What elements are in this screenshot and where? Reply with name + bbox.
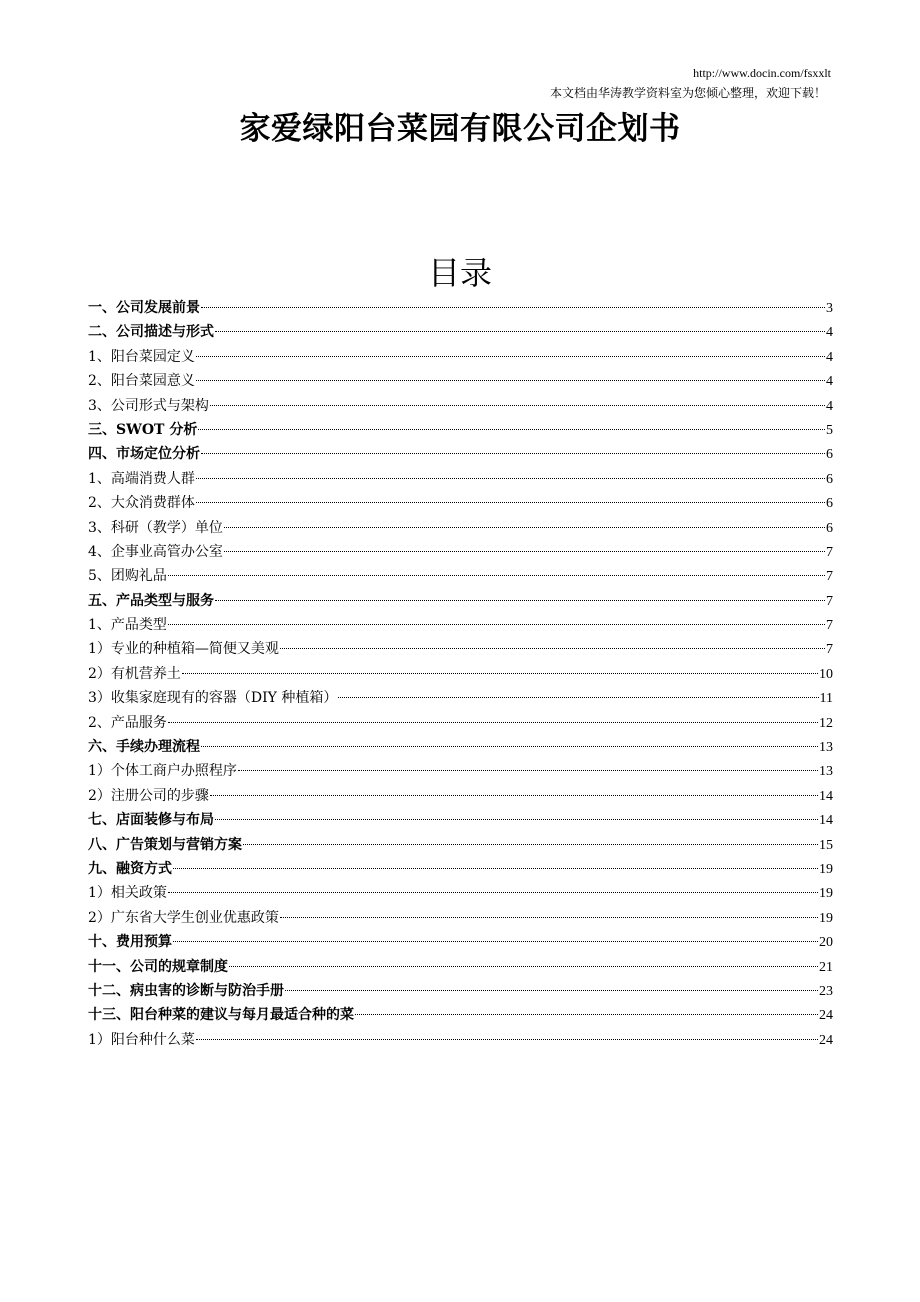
toc-entry-page-number: 6 [826, 520, 833, 536]
toc-entry[interactable] [88, 662, 833, 686]
toc-entry-title: 2）广东省大学生创业优惠政策 [88, 909, 279, 926]
toc-entry[interactable] [88, 564, 833, 588]
toc-entry-page-number: 11 [819, 691, 833, 707]
toc-entry-page-number: 12 [819, 715, 833, 731]
toc-dot-leader [210, 795, 818, 796]
toc-entry-title: 3）收集家庭现有的容器（DIY 种植箱） [88, 690, 338, 707]
toc-entry-title: 2）注册公司的步骤 [88, 787, 209, 804]
toc-dot-leader [238, 770, 818, 771]
toc-entry-page-number: 5 [826, 422, 833, 438]
toc-entry[interactable] [88, 516, 833, 540]
toc-entry-title: 三、SWOT 分析 [88, 421, 198, 438]
toc-entry-title: 十二、病虫害的诊断与防治手册 [88, 982, 284, 999]
toc-entry-page-number: 6 [826, 447, 833, 463]
toc-entry-page-number: 7 [826, 618, 833, 634]
toc-entry[interactable] [88, 613, 833, 637]
toc-entry-page-number: 7 [826, 642, 833, 658]
toc-dot-leader [168, 575, 825, 576]
toc-dot-leader [168, 624, 825, 625]
toc-entry[interactable] [88, 394, 833, 418]
toc-entry-title: 3、科研（教学）单位 [88, 519, 223, 536]
toc-entry[interactable] [88, 345, 833, 369]
toc-entry-title: 3、公司形式与架构 [88, 397, 209, 414]
toc-entry[interactable] [88, 881, 833, 905]
document-title: 家爱绿阳台菜园有限公司企划书 [239, 111, 681, 147]
toc-entry-page-number: 24 [819, 1032, 833, 1048]
toc-entry[interactable] [88, 442, 833, 466]
toc-entry-page-number: 21 [819, 959, 833, 975]
toc-entry-title: 2）有机营养土 [88, 665, 181, 682]
toc-entry-page-number: 7 [826, 593, 833, 609]
toc-dot-leader [196, 1039, 818, 1040]
toc-dot-leader [198, 429, 825, 430]
toc-entry-title: 十一、公司的规章制度 [88, 958, 228, 975]
toc-entry-page-number: 23 [819, 983, 833, 999]
toc-entry-title: 2、阳台菜园意义 [88, 373, 195, 390]
toc-entry-title: 1）相关政策 [88, 885, 167, 902]
toc-dot-leader [224, 527, 825, 528]
toc-dot-leader [201, 746, 818, 747]
toc-entry-page-number: 19 [819, 910, 833, 926]
toc-entry-title: 1）个体工商户办照程序 [88, 763, 237, 780]
toc-entry-title: 二、公司描述与形式 [88, 324, 214, 341]
toc-dot-leader [196, 502, 825, 503]
toc-dot-leader [280, 917, 818, 918]
toc-entry-page-number: 4 [826, 325, 833, 341]
toc-entry-page-number: 15 [819, 837, 833, 853]
toc-dot-leader [210, 405, 825, 406]
toc-dot-leader [224, 551, 825, 552]
toc-entry-title: 五、产品类型与服务 [88, 592, 214, 609]
toc-entry[interactable] [88, 930, 833, 954]
toc-entry-title: 4、企事业高管办公室 [88, 543, 223, 560]
toc-entry[interactable] [88, 784, 833, 808]
toc-entry-page-number: 19 [819, 861, 833, 877]
toc-entry[interactable] [88, 296, 833, 320]
toc-entry-title: 5、团购礼品 [88, 568, 167, 585]
toc-entry[interactable] [88, 759, 833, 783]
toc-dot-leader [173, 868, 818, 869]
toc-dot-leader [196, 478, 825, 479]
toc-dot-leader [168, 892, 818, 893]
toc-entry-page-number: 24 [819, 1008, 833, 1024]
toc-entry[interactable] [88, 857, 833, 881]
toc-entry-page-number: 4 [826, 374, 833, 390]
toc-entry-title: 四、市场定位分析 [88, 446, 200, 463]
toc-entry-title: 1）阳台种什么菜 [88, 1031, 195, 1048]
toc-entry[interactable] [88, 686, 833, 710]
toc-entry-page-number: 19 [819, 886, 833, 902]
toc-entry-page-number: 14 [819, 813, 833, 829]
toc-entry-title: 1、产品类型 [88, 617, 167, 634]
toc-entry[interactable] [88, 418, 833, 442]
toc-entry[interactable] [88, 1003, 833, 1027]
toc-entry-page-number: 3 [826, 301, 833, 316]
toc-entry[interactable] [88, 369, 833, 393]
toc-entry[interactable] [88, 589, 833, 613]
toc-entry[interactable] [88, 540, 833, 564]
toc-dot-leader [280, 648, 825, 649]
toc-entry-title: 1、高端消费人群 [88, 470, 195, 487]
toc-entry[interactable] [88, 979, 833, 1003]
toc-dot-leader [201, 307, 825, 308]
toc-entry-title: 2、大众消费群体 [88, 495, 195, 512]
toc-entry[interactable] [88, 955, 833, 979]
toc-entry-page-number: 10 [819, 666, 833, 682]
toc-entry[interactable] [88, 808, 833, 832]
toc-heading: 目录 [427, 254, 492, 292]
toc-dot-leader [355, 1014, 818, 1015]
toc-entry-page-number: 4 [826, 349, 833, 365]
toc-entry-page-number: 6 [826, 471, 833, 487]
toc-entry-page-number: 4 [826, 398, 833, 414]
toc-entry-title: 1、阳台菜园定义 [88, 348, 195, 365]
toc-entry-title: 十、费用预算 [88, 934, 172, 951]
header-url[interactable]: http://www.docin.com/fsxxlt [693, 66, 831, 80]
toc-dot-leader [196, 380, 825, 381]
toc-dot-leader [338, 697, 818, 698]
toc-entry[interactable] [88, 711, 833, 735]
toc-entry-page-number: 13 [819, 740, 833, 756]
toc-dot-leader [243, 844, 818, 845]
toc-dot-leader [201, 453, 825, 454]
toc-entry-title: 2、产品服务 [88, 714, 167, 731]
toc-entry[interactable] [88, 467, 833, 491]
toc-entry-title: 十三、阳台种菜的建议与每月最适合种的菜 [88, 1007, 354, 1024]
table-of-contents [88, 296, 833, 1052]
toc-entry-page-number: 7 [826, 569, 833, 585]
toc-entry[interactable] [88, 637, 833, 661]
toc-entry-page-number: 7 [826, 544, 833, 560]
toc-dot-leader [215, 331, 825, 332]
toc-entry-page-number: 6 [826, 496, 833, 512]
header-note: 本文档由华涛教学资料室为您倾心整理，欢迎下载！ [549, 86, 826, 100]
toc-entry[interactable] [88, 906, 833, 930]
toc-dot-leader [196, 356, 825, 357]
toc-entry-title: 八、广告策划与营销方案 [88, 836, 242, 853]
toc-dot-leader [215, 819, 818, 820]
toc-entry[interactable] [88, 833, 833, 857]
toc-dot-leader [215, 600, 825, 601]
toc-entry-page-number: 14 [819, 788, 833, 804]
toc-dot-leader [168, 722, 818, 723]
toc-entry[interactable] [88, 1028, 833, 1052]
toc-entry[interactable] [88, 735, 833, 759]
toc-entry-page-number: 20 [819, 935, 833, 951]
toc-entry[interactable] [88, 491, 833, 515]
toc-dot-leader [285, 990, 818, 991]
toc-entry-title: 1）专业的种植箱—简便又美观 [88, 641, 279, 658]
toc-dot-leader [229, 966, 818, 967]
toc-entry-title: 六、手续办理流程 [88, 739, 200, 756]
toc-entry-title: 七、店面装修与布局 [88, 812, 214, 829]
toc-entry[interactable] [88, 320, 833, 344]
toc-dot-leader [173, 941, 818, 942]
toc-dot-leader [182, 673, 818, 674]
toc-entry-title: 九、融资方式 [88, 860, 172, 877]
toc-entry-title: 一、公司发展前景 [88, 300, 200, 316]
toc-entry-page-number: 13 [819, 764, 833, 780]
